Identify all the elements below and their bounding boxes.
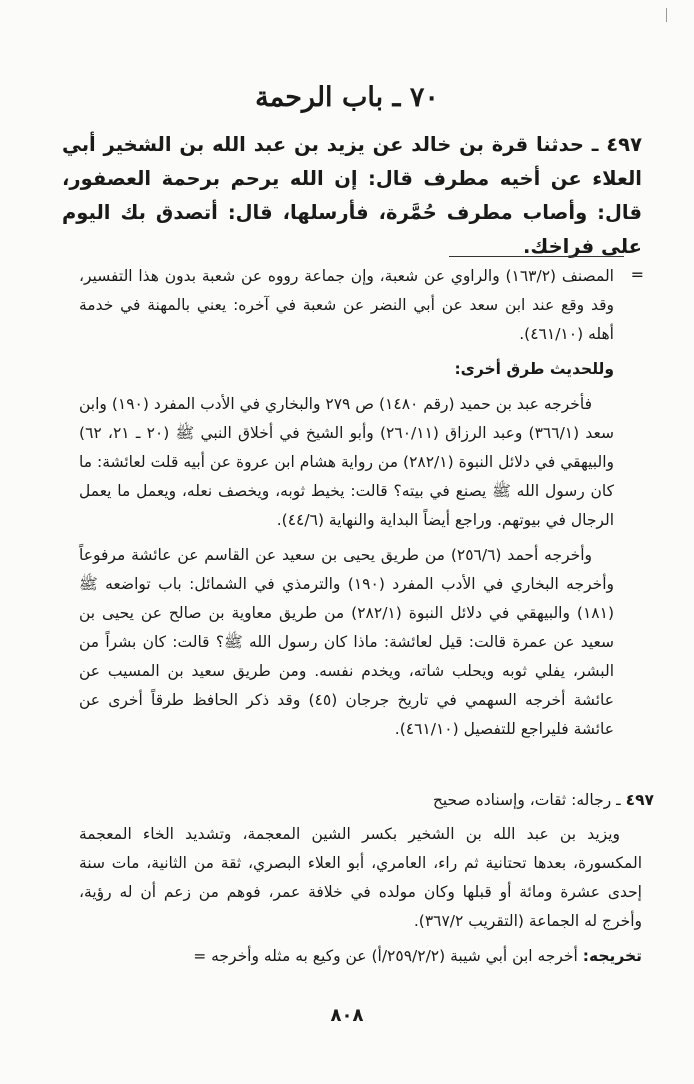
footnote-continuation-marker: = — [630, 265, 644, 284]
footnote-para-6-text: أخرجه ابن أبي شيبة (٢٥٩/٢/٢/أ) عن وكيع به مثله وأخرجه — [211, 947, 578, 965]
footnote-hadith-section — [79, 786, 654, 821]
footnote-para-1: المصنف (١٦٣/٢) والراوي عن شعبة، وإن جماعة رووه عن شعبة بدون هذا التفسير، وقد وقع عند ابن سعد عن أبي النضر عن شعبة في آخره: يعني بالمهنة في خدمة أهله (٤٦١/١٠). — [79, 267, 614, 343]
hadith-body: ـ حدثنا قرة بن خالد عن يزيد بن عبد الله بن الشخير أبي العلاء عن أخيه مطرف قال: إن الله يرحم برحمة العصفور، قال: وأصاب مطرف حُمَّرة، فأرسلها، قال: أتصدق بك اليوم على فراخك. — [62, 133, 642, 258]
footnote-subheading: وللحديث طرق أخرى: — [454, 360, 614, 378]
footnote-para-3: وأخرجه أحمد (٢٥٦/٦) من طريق يحيى بن سعيد عن القاسم عن عائشة مرفوعاً وأخرجه البخاري في الأدب المفرد (١٩٠) والترمذي في الشمائل: باب تواضعه ﷺ (١٨١) والبيهقي في دلائل النبوة (٢٨٢/١) من طريق معاوية بن صالح عن يحيى بن سعيد عن عمرة قالت: قيل لعائشة: ماذا كان رسول الله ﷺ؟ قالت: كان بشراً من البشر، يفلي ثوبه ويحلب شاته، ويخدم نفسه. ومن طريق سعيد بن المسيب عن عائشة أخرجه السهمي في تاريخ جرجان (٤٥) وقد ذكر الحافظ طرقاً أخرى عن عائشة فليراجع للتفصيل (٤٦١/١٠). — [79, 546, 615, 738]
page-number: ٨٠٨ — [330, 1005, 364, 1026]
chapter-title: ٧٠ ـ باب الرحمة — [255, 82, 439, 113]
footnote-separator — [449, 256, 624, 257]
hadith-text — [62, 128, 642, 264]
footnote-para-2: فأخرجه عبد بن حميد (رقم ١٤٨٠) ص ٢٧٩ والبخاري في الأدب المفرد (١٩٠) وابن سعد (٣٦٦/١) وعبد الرزاق (٢٦٠/١١) وأبو الشيخ في أخلاق النبي ﷺ (٢٠ ـ ٢١، ٦٢) والبيهقي في دلائل النبوة (٢٨٢/١) من رواية هشام ابن عروة عن أبيه قلت لعائشة: ما كان رسول الله ﷺ يصنع في بيته؟ قالت: يخيط ثوبه، ويخصف نعله، ويعمل ما يعمل الرجال في بيوتهم. وراجع أيضاً البداية والنهاية (٤٤/٦). — [79, 395, 615, 529]
footnote-para-6 — [79, 942, 642, 971]
footnote-end-marker: = — [193, 947, 207, 965]
hadith-number: ٤٩٧ — [606, 133, 642, 156]
footnote-hadith-number: ٤٩٧ — [625, 791, 654, 809]
footnote-para-5: ويزيد بن عبد الله بن الشخير بكسر الشين المعجمة، وتشديد الخاء المعجمة المكسورة، بعدها تحتانية ثم راء، العامري، أبو العلاء البصري، ثقة من الثانية، مات سنة إحدى عشرة ومائة أو قبلها وكان مولده في خلافة عمر، فوهم من زعم أن له رؤية، وأخرج له الجماعة (التقريب ٣٦٧/٢). — [79, 825, 642, 930]
footnotes — [79, 262, 614, 750]
scan-edge-mark — [666, 8, 673, 22]
takhrij-label: تخريجه: — [582, 947, 642, 965]
footnote-rijal — [79, 820, 642, 977]
footnote-para-4 — [79, 786, 654, 815]
footnote-para-4-text: ـ رجاله: ثقات، وإسناده صحيح — [432, 791, 621, 809]
